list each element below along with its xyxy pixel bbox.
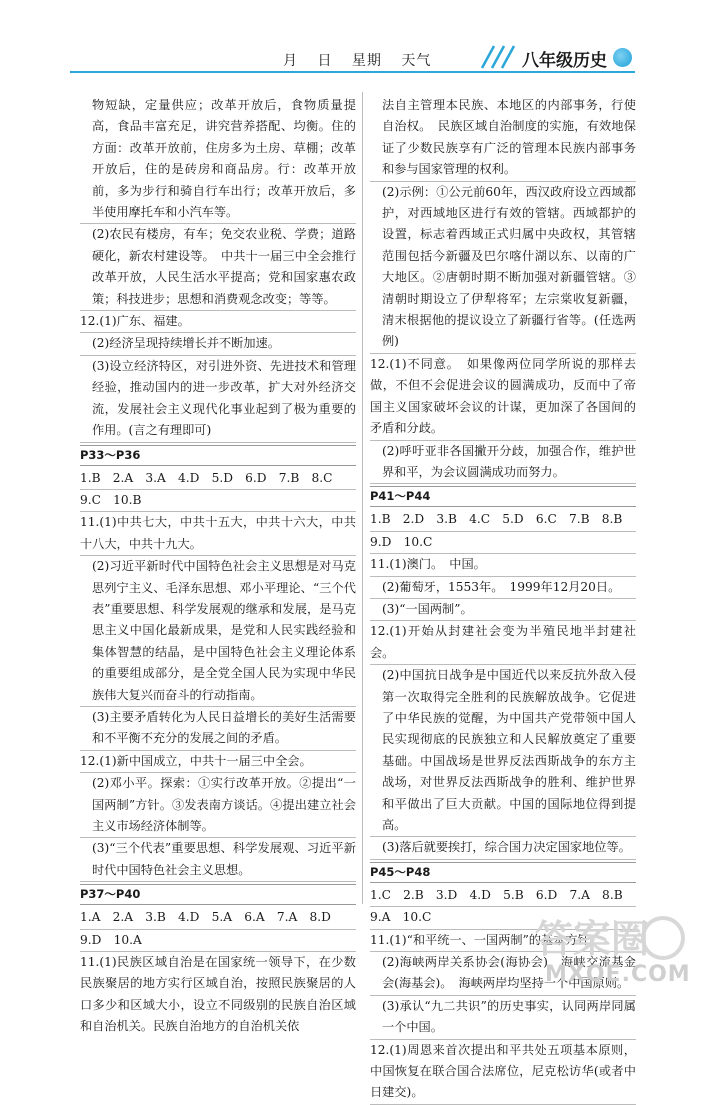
answer-line: (3)承认“九二共识”的历史事实，认同两岸同属一个中国。 — [370, 996, 636, 1040]
answer-line: (2)经济呈现持续增长并不断加速。 — [80, 333, 356, 355]
answer-line: (2)示例：①公元前60年，西汉政府设立西域都护，对西域地区进行有效的管辖。西域都护的设置，标志着西域正式归属中央政权，其管辖范围包括今新疆及巴尔喀什湖以东、以南的广大地区。②唐朝时期不断加强对新疆管辖。③清朝时期设立了伊犁将军；左宗棠收复新疆，清末根据他的提议设立了新疆行省等。(任选两例) — [370, 182, 636, 354]
weather-label: 天气 — [401, 53, 432, 69]
slash-decoration-icon — [480, 44, 518, 70]
logo-url: MXQE.COM — [545, 962, 691, 987]
page-header — [0, 40, 710, 80]
left-column — [80, 95, 356, 1038]
answer-line: 9.C 10.B — [80, 490, 356, 512]
blue-dot-icon — [613, 48, 632, 67]
answer-line: 11.(1)民族区域自治是在国家统一领导下，在少数民族聚居的地方实行区域自治，按照民族聚居的人口多少和区域大小，设立不同级别的民族自治区域和自治机关。民族自治地方的自治机关依 — [80, 955, 356, 1034]
date-weather-line — [283, 50, 445, 70]
answer-line: (2)中国抗日战争是中国近代以来反抗外敌入侵第一次取得完全胜利的民族解放战争。它促进了中华民族的觉醒，为中国共产党带领中国人民实现彻底的民族独立和人民解放奠定了重要基础。中国战场是世界反法西斯战争的东方主战场，对世界反法西斯战争的胜利、维护世界和平做出了巨大贡献。中国的国际地位得到提高。 — [370, 665, 636, 837]
answer-line: 12.(1)新中国成立，中共十一届三中全会。 — [80, 751, 356, 773]
header-rule — [70, 71, 635, 73]
section-heading: P41～P44 — [370, 486, 636, 507]
answer-line: (3)设立经济特区，对引进外资、先进技术和管理经验，推动国内的进一步改革，扩大对外经济交流，发展社会主义现代化事业起到了极为重要的作用。(言之有理即可) — [80, 356, 356, 443]
answer-line: (3)主要矛盾转化为人民日益增长的美好生活需要和不平衡不充分的发展之间的矛盾。 — [80, 707, 356, 751]
column-divider — [362, 92, 363, 904]
answer-line: (3)“三个代表”重要思想、科学发展观、习近平新时代中国特色社会主义思想。 — [80, 838, 356, 882]
answer-line: 1.B 2.D 3.B 4.C 5.D 6.C 7.B 8.B — [370, 509, 636, 531]
answer-line: 12.(1)广东、福建。 — [80, 311, 356, 333]
answer-line: (2)习近平新时代中国特色社会主义思想是对马克思列宁主义、毛泽东思想、邓小平理论、“三个代表”重要思想、科学发展观的继承和发展，是马克思主义中国化最新成果，是党和人民实践经验和集体智慧的结晶，是中国特色社会主义理论体系的重要组成部分，是全党全国人民为实现中华民族伟大复兴而奋斗的行动指南。 — [80, 556, 356, 707]
answer-line: (3)落后就要挨打，综合国力决定国家地位等。 — [370, 837, 636, 859]
section-heading: P33～P36 — [80, 445, 356, 466]
logo-text: 答案圈 — [535, 917, 650, 961]
answer-line: 1.A 2.A 3.B 4.D 5.A 6.A 7.A 8.D — [80, 907, 356, 929]
answer-line: 9.A 10.C — [370, 907, 636, 929]
week-label: 星期 — [351, 53, 382, 69]
subject-title: 八年级历史 — [522, 51, 607, 71]
answer-line: (2)海峡两岸关系协会(海协会)，海峡交流基金会(海基会)。 海峡两岸均坚持一个中国原则。 — [370, 952, 636, 996]
section-heading: P45～P48 — [370, 862, 636, 883]
answer-line: 9.D 10.A — [80, 930, 356, 952]
answer-line: (2)农民有楼房，有车；免交农业税、学费；道路硬化，新农村建设等。 中共十一届三中全会推行改革开放，人民生活水平提高；党和国家惠农政策；科技进步；思想和消费观念改变；等等。 — [80, 224, 356, 311]
answer-line: (2)邓小平。探索：①实行改革开放。②提出“一国两制”方针。③发表南方谈话。④提出建立社会主义市场经济体制等。 — [80, 773, 356, 838]
answer-line: 1.C 2.B 3.D 4.D 5.B 6.D 7.A 8.B — [370, 885, 636, 907]
day-label: 日 — [317, 53, 333, 69]
answer-line: 12.(1)开始从封建社会变为半殖民地半封建社会。 — [370, 621, 636, 665]
answer-line: 12.(1)不同意。 如果像两位同学所说的那样去做，不但不会促进会议的圆满成功，反而中了帝国主义国家破坏会议的计谋，更加深了各国间的矛盾和分歧。 — [370, 354, 636, 441]
answer-line: 11.(1)中共七大，中共十五大，中共十六大，中共十八大，中共十九大。 — [80, 512, 356, 556]
section-heading: P37～P40 — [80, 884, 356, 905]
answer-line: 1.B 2.A 3.A 4.D 5.D 6.D 7.B 8.C — [80, 468, 356, 490]
answer-line: 11.(1)“和平统一、一国两制”的基本方针。 — [370, 930, 636, 952]
answer-logo-icon — [535, 912, 685, 962]
answer-line: 物短缺，定量供应；改革开放后，食物质量提高，食品丰富充足，讲究营养搭配、均衡。住的方面：改革开放前，住房多为土房、草棚；改革开放后，住的是砖房和商品房。行：改革开放前，多为步行和骑自行车出行；改革开放后，多半使用摩托车和小汽车等。 — [80, 95, 356, 224]
answer-line: 12.(1)周恩来首次提出和平共处五项基本原则，中国恢复在联合国合法席位，尼克松访华(或者中日建交)。 — [370, 1040, 636, 1105]
answer-line: (2)呼吁亚非各国撇开分歧，加强合作，维护世界和平，为会议圆满成功而努力。 — [370, 441, 636, 485]
answer-line: (3)“一国两制”。 — [370, 599, 636, 621]
answer-line: 11.(1)澳门。 中国。 — [370, 554, 636, 576]
answer-line: 9.D 10.C — [370, 532, 636, 554]
month-label: 月 — [283, 53, 298, 69]
answer-line: (2)葡萄牙，1553年。 1999年12月20日。 — [370, 577, 636, 599]
answer-line: 法自主管理本民族、本地区的内部事务，行使自治权。 民族区域自治制度的实施，有效地保证了少数民族享有广泛的管理本民族内部事务和参与国家管理的权利。 — [370, 95, 636, 182]
